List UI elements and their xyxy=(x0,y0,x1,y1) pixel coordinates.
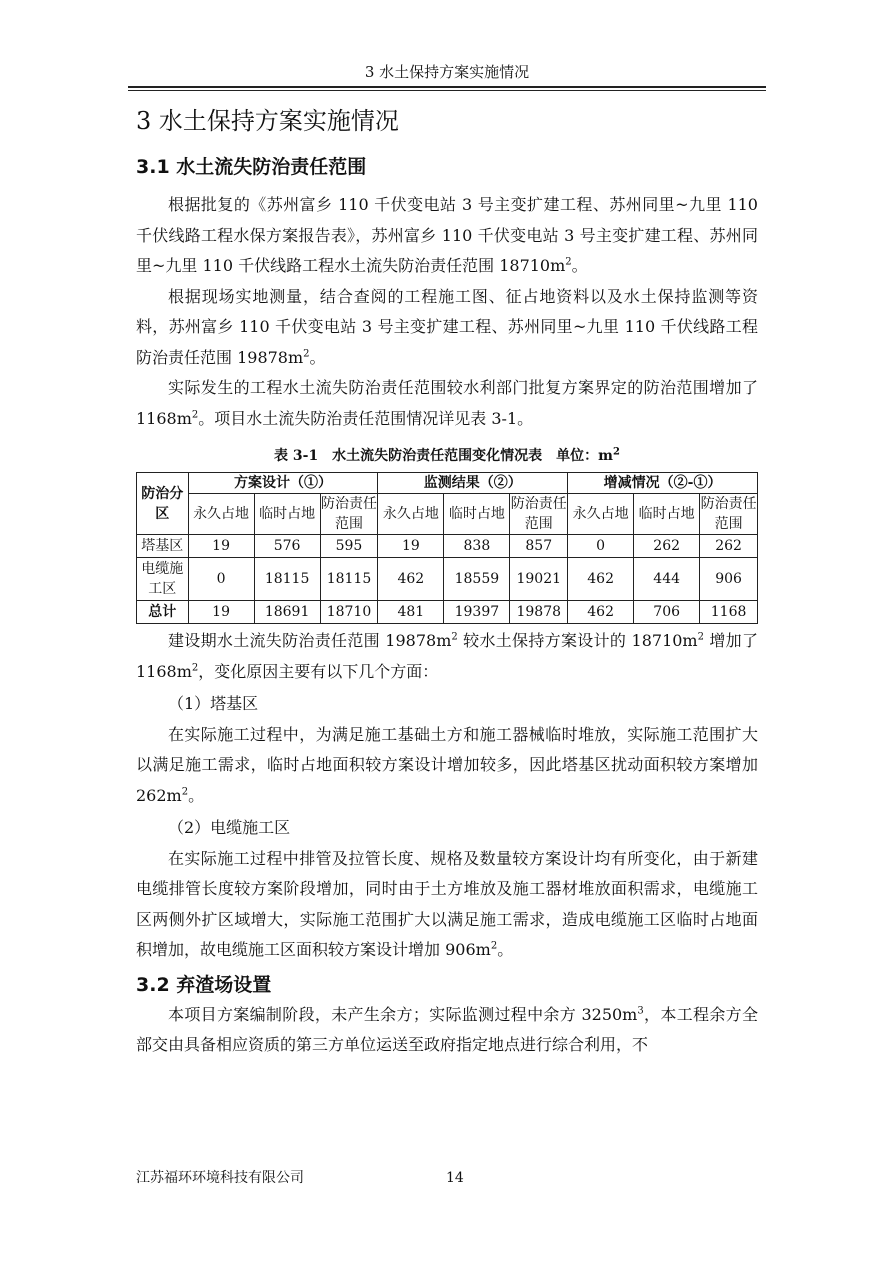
table-cell: 19 xyxy=(378,535,444,558)
table-cell: 0 xyxy=(188,558,254,601)
table-cell: 18559 xyxy=(444,558,510,601)
table-cell: 19 xyxy=(188,601,254,624)
table-cell: 18691 xyxy=(254,601,320,624)
responsibility-scope-table xyxy=(136,472,758,624)
row-label: 电缆施工区 xyxy=(137,558,189,601)
table-cell: 0 xyxy=(568,535,634,558)
table-cell: 838 xyxy=(444,535,510,558)
paragraph-scope-increase: 实际发生的工程水土流失防治责任范围较水利部门批复方案界定的防治范围增加了 $1168m^2$。项目水土流失防治责任范围情况详见表 3-1。 xyxy=(136,378,758,428)
table-cell: 462 xyxy=(568,558,634,601)
table-cell: 19397 xyxy=(444,601,510,624)
paragraph-measured-scope: 根据现场实地测量，结合查阅的工程施工图、征占地资料以及水土保持监测等资料，苏州富乡 110 千伏变电站 3 号主变扩建工程、苏州同里~九里 110 千伏线路工程防治责任范围 $19878m^2$。 xyxy=(136,286,758,367)
subheading-cable-area: （2）电缆施工区 xyxy=(168,818,291,837)
table-corner-header: 防治分区 xyxy=(137,473,189,535)
table-cell: 462 xyxy=(568,601,634,624)
subheading-tower-area: （1）塔基区 xyxy=(168,694,259,713)
header-rule-thick xyxy=(128,86,766,88)
page-number: 14 xyxy=(446,1170,464,1186)
table-cell: 19878 xyxy=(510,601,568,624)
table-cell: 1168 xyxy=(700,601,758,624)
subheader: 临时占地 xyxy=(444,494,510,535)
subheader: 永久占地 xyxy=(188,494,254,535)
subheader: 永久占地 xyxy=(378,494,444,535)
row-label: 塔基区 xyxy=(137,535,189,558)
table-row xyxy=(137,535,758,558)
subheader: 防治责任范围 xyxy=(320,494,378,535)
subheader: 临时占地 xyxy=(634,494,700,535)
chapter-title: 3 水土保持方案实施情况 xyxy=(136,107,399,135)
paragraph-approved-scope: 根据批复的《苏州富乡 110 千伏变电站 3 号主变扩建工程、苏州同里~九里 110 千伏线路工程水保方案报告表》，苏州富乡 110 千伏变电站 3 号主变扩建工程、苏州同里~九里 110 千伏线路工程水土流失防治责任范围 $18710m^2$。 xyxy=(136,195,758,275)
running-header: 3 水土保持方案实施情况 xyxy=(364,63,530,81)
table-cell: 481 xyxy=(378,601,444,624)
section-3-2-title: 3.2 弃渣场设置 xyxy=(136,973,272,996)
paragraph-tower-area: 在实际施工过程中，为满足施工基础土方和施工器械临时堆放，实际施工范围扩大以满足施工需求，临时占地面积较方案设计增加较多，因此塔基区扰动面积较方案增加 $262m^2$。 xyxy=(136,724,758,805)
table-cell: 19 xyxy=(188,535,254,558)
group-header-monitoring: 监测结果（②） xyxy=(378,473,568,494)
paragraph-spoil-site: 本项目方案编制阶段，未产生余方；实际监测过程中余方 $3250m^3$，本工程余方全部交由具备相应资质的第三方单位运送至政府指定地点进行综合利用，不 xyxy=(136,1004,758,1054)
subheader: 临时占地 xyxy=(254,494,320,535)
subheader: 永久占地 xyxy=(568,494,634,535)
table-cell: 462 xyxy=(378,558,444,601)
section-3-1-title: 3.1 水土流失防治责任范围 xyxy=(136,156,367,178)
table-row xyxy=(137,558,758,601)
table-cell: 906 xyxy=(700,558,758,601)
table-cell: 444 xyxy=(634,558,700,601)
header-rule-thin xyxy=(128,90,766,91)
page-body xyxy=(136,104,758,1061)
paragraph-cable-area: 在实际施工过程中排管及拉管长度、规格及数量较方案设计均有所变化，由于新建电缆排管长度较方案阶段增加，同时由于土方堆放及施工器材堆放面积需求，电缆施工区两侧外扩区域增大，实际施工范围扩大以满足施工需求，造成电缆施工区临时占地面积增加，故电缆施工区面积较方案设计增加 $906m^2$。 xyxy=(136,848,758,959)
table-cell: 18115 xyxy=(320,558,378,601)
table-caption: 表 3-1 水土流失防治责任范围变化情况表 单位：$m^2$ xyxy=(274,446,620,464)
row-label: 总计 xyxy=(137,601,189,624)
table-cell: 857 xyxy=(510,535,568,558)
table-cell: 576 xyxy=(254,535,320,558)
group-header-design: 方案设计（①） xyxy=(188,473,378,494)
table-cell: 706 xyxy=(634,601,700,624)
table-cell: 595 xyxy=(320,535,378,558)
footer-company: 江苏福环环境科技有限公司 xyxy=(136,1170,304,1186)
subheader: 防治责任范围 xyxy=(510,494,568,535)
table-cell: 262 xyxy=(634,535,700,558)
paragraph-change-summary: 建设期水土流失防治责任范围 $19878m^2$ 较水土保持方案设计的 $18710m^2$ 增加了 $1168m^2$，变化原因主要有以下几个方面： xyxy=(136,631,758,681)
table-cell: 18115 xyxy=(254,558,320,601)
table-row-total xyxy=(137,601,758,624)
table-cell: 262 xyxy=(700,535,758,558)
table-cell: 19021 xyxy=(510,558,568,601)
group-header-change: 增减情况（②-①） xyxy=(568,473,758,494)
table-cell: 18710 xyxy=(320,601,378,624)
subheader: 防治责任范围 xyxy=(700,494,758,535)
